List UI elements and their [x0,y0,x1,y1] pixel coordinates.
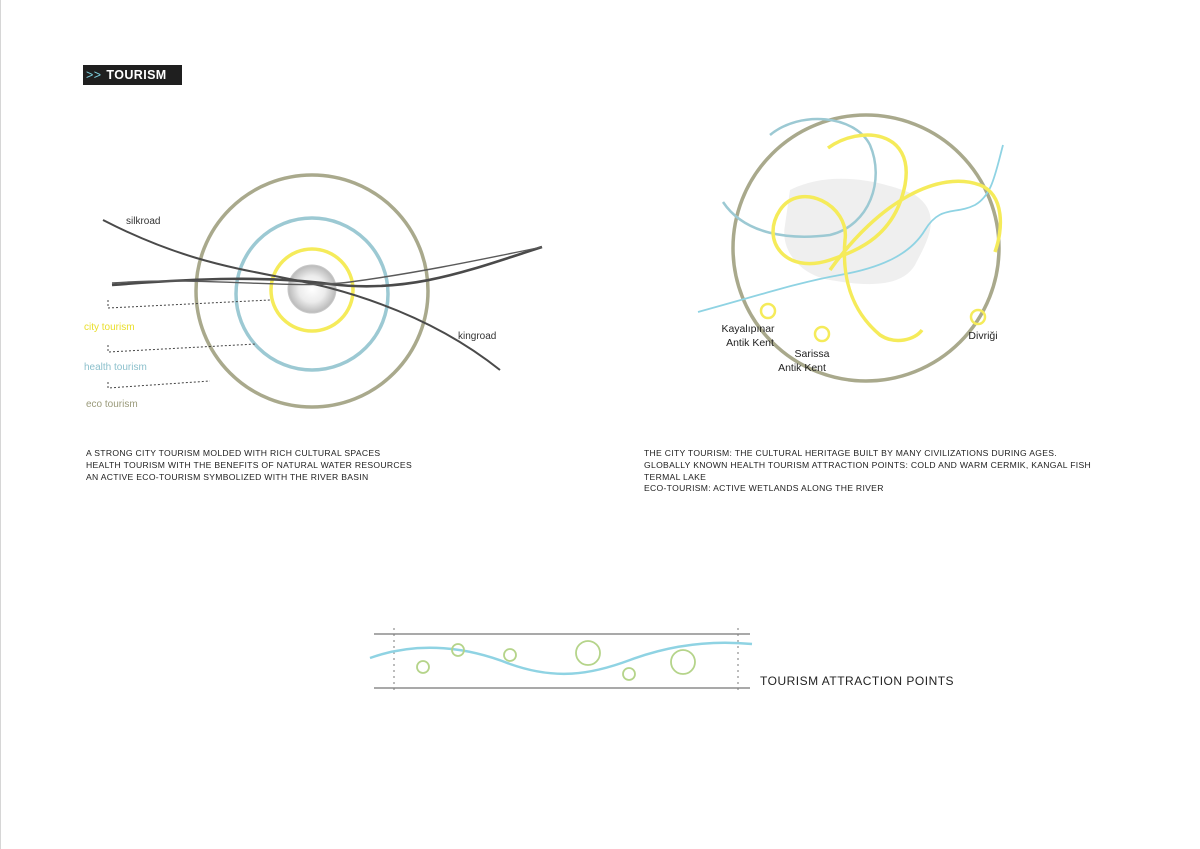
left-description [86,448,412,483]
eco-tourism-label: eco tourism [86,399,138,410]
sarissa-label-line1: Sarissa [794,348,830,360]
health-tourism-label: health tourism [84,362,147,373]
kayalipinar-label-line2: Antik Kent [726,337,774,349]
kingroad-label: kingroad [458,331,497,342]
attraction-bubble [671,650,695,674]
right-description-line: TERMAL LAKE [644,471,707,482]
silkroad-label: silkroad [126,216,161,227]
divrigi-label: Divriği [968,330,998,342]
sarissa-label-line2: Antik Kent [778,362,826,374]
left-description-line: AN ACTIVE ECO-TOURISM SYMBOLIZED WITH THE RIVER BASIN [86,471,369,482]
concentric-diagram [84,175,542,410]
attraction-bubble [623,668,635,680]
map-diagram [698,115,1003,381]
header-marker: >> [86,68,102,82]
kayalipinar-label-line1: Kayalıpınar [721,323,775,335]
attraction-bubble [576,641,600,665]
kayalipinar-marker [761,304,775,318]
city-tourism-label: city tourism [84,322,135,333]
left-description-line: HEALTH TOURISM WITH THE BENEFITS OF NATURAL WATER RESOURCES [86,459,412,470]
health-leader [108,344,256,352]
right-description-line: ECO-TOURISM: ACTIVE WETLANDS ALONG THE RIVER [644,483,884,494]
sarissa-marker [815,327,829,341]
eco-leader [108,381,210,388]
left-description-line: A STRONG CITY TOURISM MOLDED WITH RICH CULTURAL SPACES [86,448,381,458]
right-description-line: GLOBALLY KNOWN HEALTH TOURISM ATTRACTION POINTS: COLD AND WARM CERMIK, KANGAL FISH [644,459,1092,470]
attraction-bubble [417,661,429,673]
city-leader [108,300,270,308]
strip-legend-label: TOURISM ATTRACTION POINTS [760,674,955,688]
right-description [644,448,1091,495]
attraction-strip [370,628,752,692]
right-description-line: THE CITY TOURISM: THE CULTURAL HERITAGE BUILT BY MANY CIVILIZATIONS DURING AGES. [644,448,1058,458]
city-core [288,265,336,313]
header-title: TOURISM [106,68,167,82]
attraction-bubble [504,649,516,661]
